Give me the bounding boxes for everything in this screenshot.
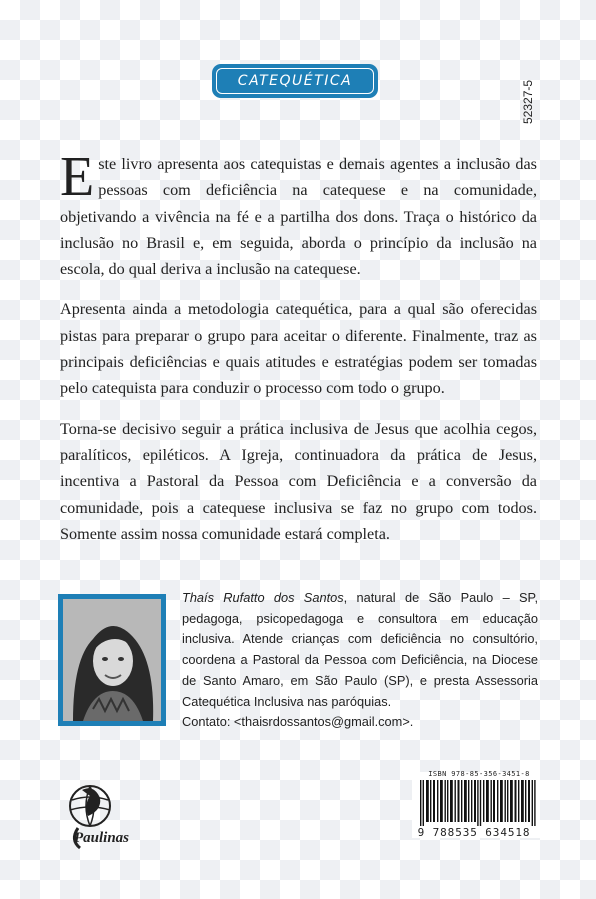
author-bio: [182, 588, 538, 733]
publisher-name: Paulinas: [74, 830, 130, 846]
barcode-number: 9 788535 634518: [417, 826, 531, 839]
author-photo: [58, 594, 166, 726]
author-name: Thaís Rufatto dos Santos: [182, 590, 344, 605]
synopsis-paragraph-1-text: ste livro apresenta aos catequistas e demais agentes a inclusão das pessoas com deficiência na catequese e na comunidade, objetivando a vivência na fé e a partilha dos dons. Traça o histórico da inclusão no Brasil e, em seguida, aborda o princípio da inclusão na escola, do qual deriva a inclusão na catequese.: [60, 155, 537, 279]
drop-cap: E: [60, 146, 95, 208]
synopsis: [60, 146, 537, 561]
category-label: CATEQUÉTICA: [216, 68, 374, 94]
category-badge: [212, 64, 378, 98]
barcode-icon: [420, 780, 538, 826]
synopsis-paragraph-1: [60, 146, 537, 282]
product-code: 52327-5: [521, 79, 535, 124]
author-portrait-illustration: [63, 599, 161, 721]
author-bio-text: [182, 588, 538, 712]
synopsis-paragraph-3: Torna-se decisivo seguir a prática inclusiva de Jesus que acolhia cegos, paralíticos, epiléticos. A Igreja, continuadora da prática de Jesus, incentiva a Pastoral da Pessoa com Deficiência e a conversão da comunidade, pois a catequese inclusiva se faz no grupo com todos. Somente assim nossa comunidade estará completa.: [60, 419, 537, 543]
author-description: , natural de São Paulo – SP, pedagoga, psicopedagoga e consultora em educação inclusiva. Atende crianças com deficiência no consultório, coordena a Pastoral da Pessoa com Deficiência, na Diocese de Santo Amaro, em São Paulo (SP), e presta Assessoria Catequética Inclusiva nas paróquias.: [182, 590, 538, 709]
isbn-label: ISBN 978-85-356-3451-8: [428, 770, 530, 778]
author-contact: Contato: <thaisrdossantos@gmail.com>.: [182, 714, 414, 730]
synopsis-paragraph-2: Apresenta ainda a metodologia catequética, para a qual são oferecidas pistas para preparar o grupo para aceitar o diferente. Finalmente, traz as principais deficiências e quais atitudes e estratégias podem ser tomadas pelo catequista para conduzir o processo com todo o grupo.: [60, 300, 537, 398]
